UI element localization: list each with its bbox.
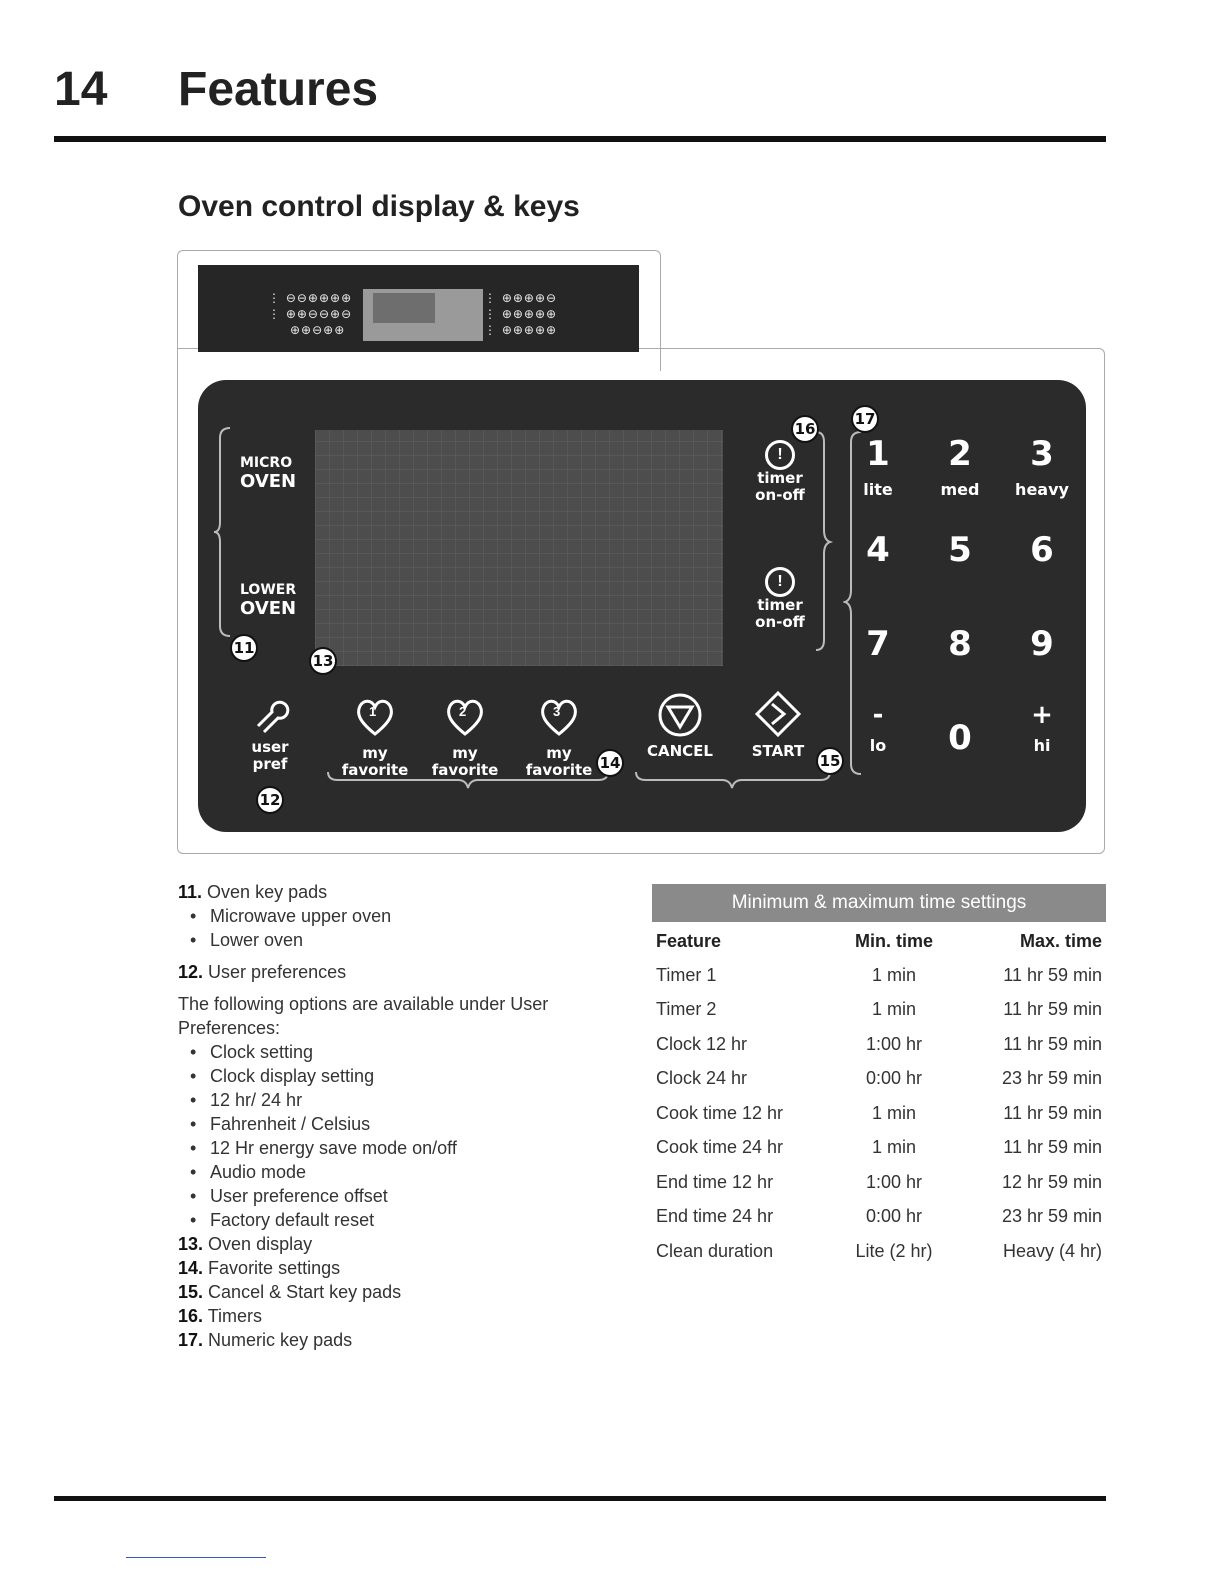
cell-min: 1 min xyxy=(871,1137,916,1158)
cell-feature: Cook time 12 hr xyxy=(656,1102,784,1123)
table-row xyxy=(652,1096,1106,1131)
timer-2-icon: ! xyxy=(765,567,795,597)
user-pref-paragraph: The following options are available under User Preferences: xyxy=(178,994,549,1038)
table-row xyxy=(652,1027,1106,1062)
timer-1-label-1: timer xyxy=(757,469,803,487)
item-number: 15. xyxy=(178,1282,204,1302)
favorites-bracket xyxy=(326,770,610,790)
start-label: START xyxy=(751,742,805,760)
table-row xyxy=(652,1200,1106,1235)
cancel-label: CANCEL xyxy=(647,742,713,760)
callout-14: 14 xyxy=(596,749,624,777)
list-item xyxy=(178,1328,618,1352)
section-title: Oven control display & keys xyxy=(178,190,580,223)
item-text: Oven key pads xyxy=(207,882,328,902)
callout-11: 11 xyxy=(230,634,258,662)
cell-min: Lite (2 hr) xyxy=(855,1240,933,1261)
key-lo[interactable]: - xyxy=(872,700,884,730)
table-row xyxy=(652,993,1106,1028)
cell-max: 11 hr 59 min xyxy=(1003,964,1102,985)
favorite-2-label-2: favorite xyxy=(431,761,499,779)
cell-min: 1 min xyxy=(871,964,916,985)
cell-max: 11 hr 59 min xyxy=(1003,1102,1102,1123)
time-settings-table xyxy=(652,924,1106,1269)
cell-max: 11 hr 59 min xyxy=(1003,1137,1102,1158)
cell-feature: Clean duration xyxy=(656,1240,774,1261)
feature-list xyxy=(178,880,618,1352)
micro-oven-label-1: MICRO xyxy=(240,455,293,471)
list-item xyxy=(178,880,618,904)
callout-13: 13 xyxy=(309,647,337,675)
table-row xyxy=(652,1131,1106,1166)
item-text: Oven display xyxy=(208,1234,313,1254)
timer-1-icon: ! xyxy=(765,440,795,470)
bullet-item: • Audio mode xyxy=(178,1160,618,1184)
list-item xyxy=(178,1280,618,1304)
favorite-1-key[interactable] xyxy=(340,694,410,779)
item-number: 12. xyxy=(178,962,204,982)
control-strip-illustration xyxy=(198,265,639,352)
timer-1-label-2: on-off xyxy=(755,486,805,504)
cell-feature: Cook time 24 hr xyxy=(656,1137,784,1158)
cell-feature: Timer 2 xyxy=(656,999,717,1020)
item-number: 14. xyxy=(178,1258,204,1278)
start-key[interactable] xyxy=(738,690,818,760)
cell-feature: Clock 12 hr xyxy=(656,1033,748,1054)
callout-12: 12 xyxy=(256,786,284,814)
cell-max: 23 hr 59 min xyxy=(1001,1206,1102,1227)
page-title: Features xyxy=(178,63,379,116)
key-2[interactable]: 2 xyxy=(948,434,972,474)
favorite-2-label-1: my xyxy=(452,744,478,762)
cancel-icon xyxy=(657,692,703,738)
cell-min: 0:00 hr xyxy=(865,1206,923,1227)
favorite-2-number: 2 xyxy=(459,704,467,719)
timer-2-label-2: on-off xyxy=(755,613,805,631)
list-item xyxy=(178,1304,618,1328)
item-text: Cancel & Start key pads xyxy=(208,1282,402,1302)
cell-max: 11 hr 59 min xyxy=(1003,1033,1102,1054)
key-3[interactable]: 3 xyxy=(1030,434,1054,474)
key-lo-sub: lo xyxy=(869,736,887,755)
key-4[interactable]: 4 xyxy=(866,530,890,570)
cell-feature: Clock 24 hr xyxy=(656,1068,748,1089)
item-text: Numeric key pads xyxy=(208,1330,353,1350)
table-title: Minimum & maximum time settings xyxy=(652,884,1106,922)
start-icon xyxy=(754,690,802,738)
item-number: 16. xyxy=(178,1306,204,1326)
timer-1-key[interactable] xyxy=(750,440,810,504)
strip-buttons-row-1: ⋮ ⊖⊖⊕⊕⊕⊕ xyxy=(268,291,353,305)
lower-oven-label-1: LOWER xyxy=(240,582,297,598)
favorite-3-label-2: favorite xyxy=(525,761,593,779)
strip-display-window xyxy=(373,293,435,323)
cell-min: 1:00 hr xyxy=(865,1171,923,1192)
oven-keys-bracket xyxy=(212,426,232,638)
table-row xyxy=(652,958,1106,993)
user-pref-label-2: pref xyxy=(252,755,288,773)
strip-buttons-row-2: ⋮ ⊕⊕⊖⊖⊕⊖ xyxy=(268,307,353,321)
table-row xyxy=(652,1062,1106,1097)
header-feature: Feature xyxy=(656,930,722,951)
key-1-sub: lite xyxy=(863,480,893,499)
cancel-start-bracket xyxy=(634,770,834,790)
favorite-2-key[interactable] xyxy=(430,694,500,779)
micro-oven-key[interactable] xyxy=(240,455,296,492)
cell-max: 23 hr 59 min xyxy=(1001,1068,1102,1089)
callout-16: 16 xyxy=(791,415,819,443)
header-min-time: Min. time xyxy=(854,930,933,951)
list-item xyxy=(178,960,618,984)
cell-min: 1 min xyxy=(871,999,916,1020)
bullet-item: • Factory default reset xyxy=(178,1208,618,1232)
favorite-1-label-2: favorite xyxy=(341,761,409,779)
cell-min: 1 min xyxy=(871,1102,916,1123)
timers-bracket xyxy=(814,430,834,652)
bullet-item: • User preference offset xyxy=(178,1184,618,1208)
key-2-sub: med xyxy=(940,480,980,499)
key-8[interactable]: 8 xyxy=(948,624,972,664)
key-hi-sub: hi xyxy=(1033,736,1051,755)
favorite-3-label-1: my xyxy=(546,744,572,762)
item-text: Timers xyxy=(207,1306,263,1326)
favorite-3-key[interactable] xyxy=(524,694,594,779)
favorite-3-number: 3 xyxy=(553,704,561,719)
key-3-sub: heavy xyxy=(1015,480,1069,499)
bullet-item: • Fahrenheit / Celsius xyxy=(178,1112,618,1136)
cell-feature: Timer 1 xyxy=(656,964,717,985)
callout-17: 17 xyxy=(851,405,879,433)
list-item xyxy=(178,1256,618,1280)
item-text: User preferences xyxy=(208,962,347,982)
table-row xyxy=(652,1165,1106,1200)
favorite-1-label-1: my xyxy=(362,744,388,762)
bullet-item: • Lower oven xyxy=(178,928,618,952)
strip-buttons-row-3: ⊕⊕⊖⊕⊕ xyxy=(290,323,346,337)
favorite-1-number: 1 xyxy=(369,704,377,719)
lower-oven-key[interactable] xyxy=(240,582,296,619)
user-pref-label-1: user xyxy=(251,738,289,756)
cell-min: 1:00 hr xyxy=(865,1033,923,1054)
strip-buttons-row-4: ⋮ ⊕⊕⊕⊕⊖ xyxy=(484,291,558,305)
cancel-key[interactable] xyxy=(640,692,720,760)
page-number: 14 xyxy=(54,63,108,116)
footer-rule xyxy=(54,1496,1106,1501)
item-number: 11. xyxy=(178,882,203,902)
key-0[interactable]: 0 xyxy=(948,718,972,758)
item-text: Favorite settings xyxy=(208,1258,341,1278)
strip-buttons-row-5: ⋮ ⊕⊕⊕⊕⊕ xyxy=(484,307,558,321)
cell-max: 12 hr 59 min xyxy=(1001,1171,1102,1192)
table-row xyxy=(652,1234,1106,1269)
table-header-row xyxy=(652,924,1106,958)
timer-2-key[interactable] xyxy=(750,567,810,631)
oven-display xyxy=(315,430,723,666)
bullet-item: • Microwave upper oven xyxy=(178,904,618,928)
user-pref-key[interactable] xyxy=(238,694,302,773)
header-max-time: Max. time xyxy=(1019,930,1102,951)
cell-feature: End time 12 hr xyxy=(656,1171,774,1192)
callout-15: 15 xyxy=(816,747,844,775)
bullet-item: • Clock setting xyxy=(178,1040,618,1064)
cell-max: Heavy (4 hr) xyxy=(1002,1240,1102,1261)
bullet-item: • 12 hr/ 24 hr xyxy=(178,1088,618,1112)
header-rule xyxy=(54,136,1106,142)
item-number: 13. xyxy=(178,1234,204,1254)
micro-oven-label-2: OVEN xyxy=(240,471,297,492)
wrench-icon xyxy=(250,694,290,734)
lower-oven-label-2: OVEN xyxy=(240,598,297,619)
key-1[interactable]: 1 xyxy=(866,434,890,474)
key-9[interactable]: 9 xyxy=(1030,624,1054,664)
bullet-item: • 12 Hr energy save mode on/off xyxy=(178,1136,618,1160)
bullet-item: • Clock display setting xyxy=(178,1064,618,1088)
cell-feature: End time 24 hr xyxy=(656,1206,774,1227)
item-number: 17. xyxy=(178,1330,204,1350)
key-hi[interactable]: + xyxy=(1031,700,1053,730)
key-7[interactable]: 7 xyxy=(866,624,890,664)
list-item xyxy=(178,1232,618,1256)
cell-max: 11 hr 59 min xyxy=(1003,999,1102,1020)
cell-min: 0:00 hr xyxy=(865,1068,923,1089)
strip-display xyxy=(363,289,483,341)
footer-link-line xyxy=(126,1557,266,1558)
strip-buttons-row-6: ⋮ ⊕⊕⊕⊕⊕ xyxy=(484,323,558,337)
key-6[interactable]: 6 xyxy=(1030,530,1054,570)
key-5[interactable]: 5 xyxy=(948,530,972,570)
timer-2-label-1: timer xyxy=(757,596,803,614)
